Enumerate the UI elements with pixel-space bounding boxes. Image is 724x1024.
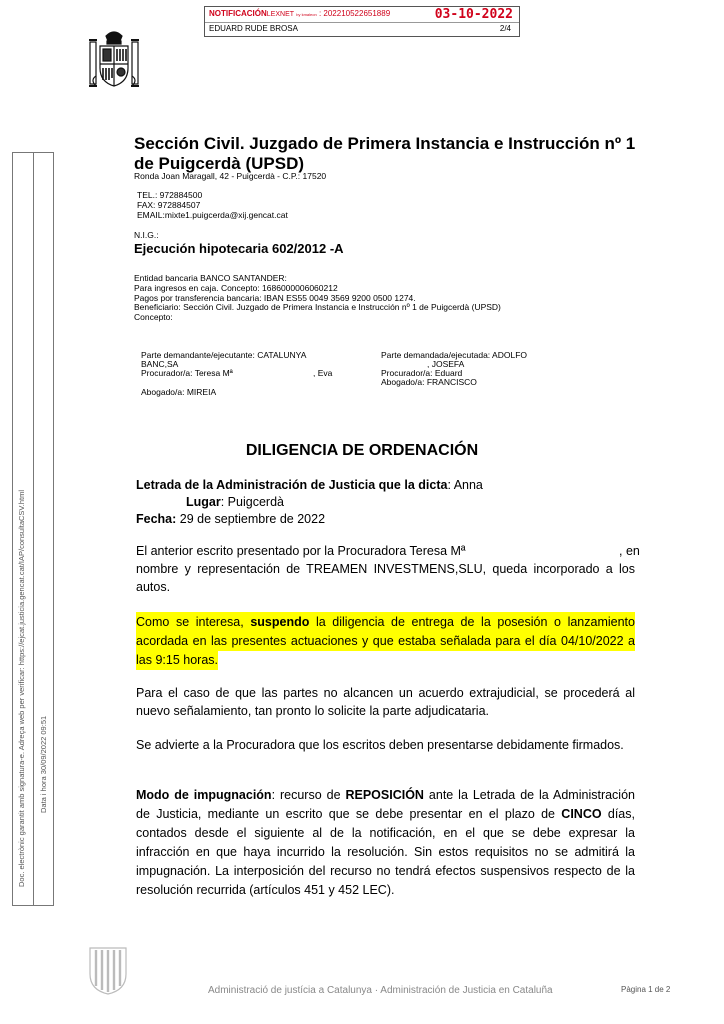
letrada-value: : Anna xyxy=(447,478,483,492)
lugar-label: Lugar xyxy=(186,495,221,509)
fecha-value: 29 de septiembre de 2022 xyxy=(176,512,326,526)
court-title: Sección Civil. Juzgado de Primera Instancia e Instrucción nº 1 de Puigcerdà (UPSD) xyxy=(134,134,636,173)
court-address: Ronda Joan Maragall, 42 - Puigcerdà - C.P.: 17520 xyxy=(134,171,327,181)
plaintiff-procurador: Procurador/a: Teresa Mª xyxy=(141,368,233,378)
paragraph-3-line-2: nuevo señalamiento, tan pronto lo solicite la parte adjudicataria. xyxy=(136,704,489,718)
paragraph-2-line-3: las 9:15 horas. xyxy=(136,650,218,670)
reposicion-keyword: REPOSICIÓN xyxy=(345,788,424,802)
paragraph-2-part-a: Como se interesa, xyxy=(136,615,251,629)
plaintiff-procurador-extra: , Eva xyxy=(313,368,333,378)
paragraph-1-line-1a: El anterior escrito presentado por la Procuradora Teresa Mª xyxy=(136,544,466,558)
stamp-page: 2/4 xyxy=(499,24,511,33)
impugnacion-text-3: de Justicia, mediante un escrito que se debe presentar en el plazo de xyxy=(136,807,562,821)
letrada-label: Letrada de la Administración de Justicia que la dicta xyxy=(136,478,448,492)
stamp-date: 03-10-2022 xyxy=(434,7,513,22)
notification-stamp xyxy=(204,6,520,37)
stamp-recipient: EDUARD RUDE BROSA xyxy=(209,24,298,33)
fecha-label: Fecha: xyxy=(136,512,177,526)
impugnacion-label: Modo de impugnación xyxy=(136,788,272,802)
band-separator xyxy=(33,153,34,905)
bank-line-2: Para ingresos en caja. Concepto: 1686000006060212 xyxy=(134,283,338,293)
bank-line-5: Concepto: xyxy=(134,312,173,322)
impugnacion-text-1: : recurso de xyxy=(271,788,346,802)
page-number: Pàgina 1 de 2 xyxy=(621,985,671,994)
footer-text: Administració de justícia a Catalunya · Administración de Justicia en Cataluña xyxy=(208,985,553,996)
defendant-line-1: Parte demandada/ejecutada: ADOLFO xyxy=(381,350,528,360)
paragraph-2-line-2: acordada en las presentes actuaciones y que estaba señalada para el día 04/10/2022 a xyxy=(136,631,635,651)
generalitat-logo-icon xyxy=(84,944,132,996)
impugnacion-text-2: ante la Letrada de la Administración xyxy=(423,788,635,802)
verification-band xyxy=(12,152,54,906)
plaintiff-lawyer: Abogado/a: MIREIA xyxy=(141,387,217,397)
court-tel: TEL.: 972884500 xyxy=(137,190,203,200)
bank-line-4: Beneficiario: Sección Civil. Juzgado de Primera Instancia e Instrucción nº 1 de Puigcerdà (UPSD) xyxy=(134,302,501,312)
impugnacion-line-6: resolución recurrida (artículos 451 y 452 LEC). xyxy=(136,883,395,897)
paragraph-3-line-1: Para el caso de que las partes no alcancen un acuerdo extrajudicial, se procederá al xyxy=(136,686,635,700)
impugnacion-line-2 xyxy=(136,804,635,824)
stamp-notification-label: NOTIFICACIÓN xyxy=(209,9,267,18)
impugnacion-text-4: días, xyxy=(601,807,635,821)
impugnacion-line-3: contados desde el siguiente al de la notificación, en el que se debe expresar la xyxy=(136,826,635,840)
paragraph-4: Se advierte a la Procuradora que los escritos deben presentarse debidamente firmados. xyxy=(136,738,624,752)
stamp-lexnet-label: LEXNET xyxy=(266,11,295,18)
case-title: Ejecución hipotecaria 602/2012 -A xyxy=(134,241,344,256)
diligencia-title: DILIGENCIA DE ORDENACIÓN xyxy=(245,442,479,459)
csv-verification-text: Doc. electrònic garantit amb signatura-e. Adreça web per verificar: https://ejcat.justicia.gencat.cat/IAP/consultaCSV.html xyxy=(17,490,26,887)
bank-line-3: Pagos por transferencia bancaria: IBAN ES55 0049 3569 9200 0500 1274. xyxy=(134,293,416,303)
defendant-lawyer: Abogado/a: FRANCISCO xyxy=(381,377,477,387)
fecha-line xyxy=(136,509,325,529)
stamp-number: : 202210522651889 xyxy=(318,9,391,18)
lugar-value: : Puigcerdà xyxy=(220,495,284,509)
court-fax: FAX: 972884507 xyxy=(137,200,201,210)
court-email: EMAIL:mixte1.puigcerda@xij.gencat.cat xyxy=(137,210,288,220)
defendant-procurador: Procurador/a: Eduard xyxy=(381,368,463,378)
stamp-by-label: by kmaleon xyxy=(296,12,317,17)
impugnacion-line-5: impugnación. La interposición del recurso no tendrá efectos suspensivos respecto de la xyxy=(136,864,635,878)
paragraph-2-line-1 xyxy=(136,612,635,632)
paragraph-1-line-2: nombre y representación de TREAMEN INVESTMENS,SLU, queda incorporado a los xyxy=(136,562,635,576)
nig-label: N.I.G.: xyxy=(134,230,159,240)
paragraph-1-line-1b: , en xyxy=(619,544,640,558)
impugnacion-line-1 xyxy=(136,785,635,805)
suspendo-keyword: suspendo xyxy=(250,615,310,629)
signature-datetime-text: Data i hora 30/09/2022 09:51 xyxy=(39,715,48,813)
impugnacion-line-4: infracción en que haya incurrido la resolución. Sin estos requisitos no se admitirá la xyxy=(136,845,635,859)
bank-line-1: Entidad bancaria BANCO SANTANDER: xyxy=(134,273,287,283)
defendant-line-2: , JOSEFA xyxy=(427,359,465,369)
paragraph-1-line-3: autos. xyxy=(136,580,171,594)
plaintiff-line-2: BANC,SA xyxy=(141,359,179,369)
coat-of-arms-icon xyxy=(86,28,142,92)
stamp-divider xyxy=(205,22,519,23)
paragraph-2-part-c: la diligencia de entrega de la posesión o lanzamiento xyxy=(309,615,635,629)
plaintiff-line-1: Parte demandante/ejecutante: CATALUNYA xyxy=(141,350,307,360)
stamp-header xyxy=(209,9,390,18)
cinco-keyword: CINCO xyxy=(561,807,602,821)
